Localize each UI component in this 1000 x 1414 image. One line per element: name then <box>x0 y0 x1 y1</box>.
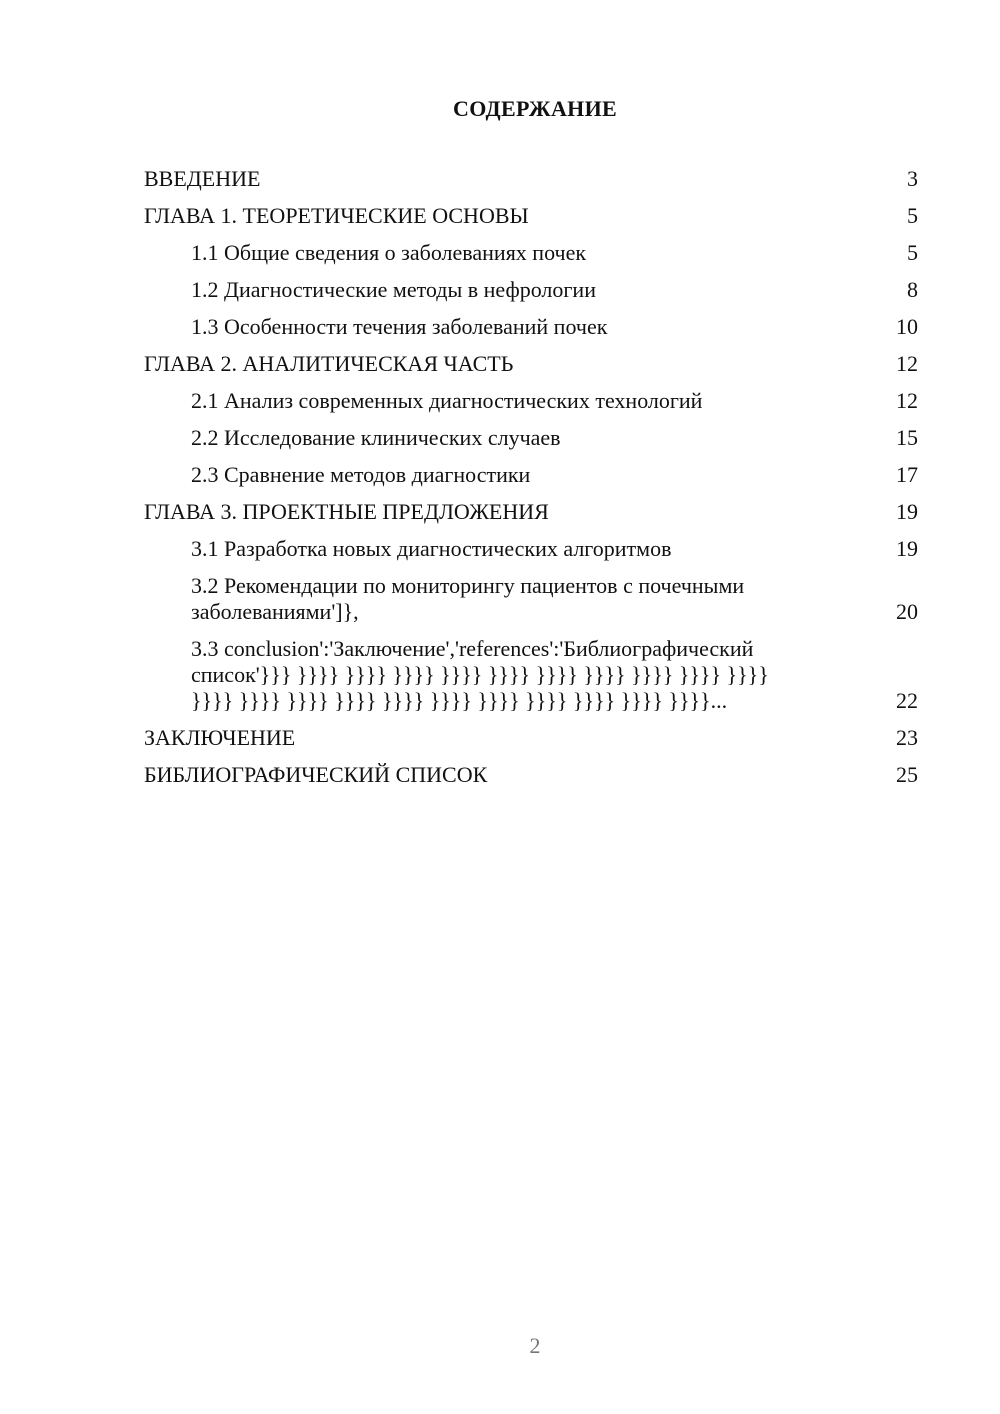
toc-entry-section-3-1 <box>0 536 1000 562</box>
toc-entry-label: ГЛАВА 3. ПРОЕКТНЫЕ ПРЕДЛОЖЕНИЯ <box>144 499 549 524</box>
toc-entry-label: 2.1 Анализ современных диагностических технологий <box>191 388 703 413</box>
table-of-contents <box>0 166 1000 799</box>
toc-entry-label: ГЛАВА 2. АНАЛИТИЧЕСКАЯ ЧАСТЬ <box>144 351 514 376</box>
toc-entry-label: 1.2 Диагностические методы в нефрологии <box>191 277 596 302</box>
toc-entry-section-2-1 <box>0 388 1000 414</box>
toc-entry-page: 5 <box>907 203 918 228</box>
toc-entry-section-1-1 <box>0 240 1000 266</box>
toc-entry-label: 3.3 conclusion':'Заключение','references':'Библиографический список'}}} }}}} }}}} }}}} }}}} }}}} }}}} }}}} }}}} }}}} }}}} }}}} }}}} }}}} }}}} }}}} }}}} }}}} }}}} }}}} }}}} }}}}... <box>191 636 769 713</box>
toc-entry-section-3-3 <box>0 636 1000 714</box>
toc-entry-chapter-1 <box>0 203 1000 229</box>
toc-entry-page: 20 <box>896 599 918 624</box>
toc-entry-label: БИБЛИОГРАФИЧЕСКИЙ СПИСОК <box>144 762 488 787</box>
toc-entry-section-3-2 <box>0 573 1000 625</box>
toc-entry-label: 3.1 Разработка новых диагностических алгоритмов <box>191 536 672 561</box>
toc-entry-label: 1.3 Особенности течения заболеваний почек <box>191 314 608 339</box>
toc-entry-section-1-2 <box>0 277 1000 303</box>
toc-entry-section-2-2 <box>0 425 1000 451</box>
toc-entry-label: ВВЕДЕНИЕ <box>144 166 261 191</box>
toc-entry-label: ГЛАВА 1. ТЕОРЕТИЧЕСКИЕ ОСНОВЫ <box>144 203 529 228</box>
toc-entry-section-2-3 <box>0 462 1000 488</box>
toc-entry-label: 2.3 Сравнение методов диагностики <box>191 462 531 487</box>
toc-entry-chapter-3 <box>0 499 1000 525</box>
toc-entry-label: ЗАКЛЮЧЕНИЕ <box>144 725 296 750</box>
toc-entry-chapter-2 <box>0 351 1000 377</box>
toc-entry-page: 19 <box>896 536 918 561</box>
toc-entry-page: 19 <box>896 499 918 524</box>
toc-entry-page: 5 <box>907 240 918 265</box>
toc-entry-page: 8 <box>907 277 918 302</box>
toc-entry-introduction <box>0 166 1000 192</box>
toc-entry-page: 25 <box>896 762 918 787</box>
toc-entry-page: 10 <box>896 314 918 339</box>
toc-entry-page: 23 <box>896 725 918 750</box>
toc-entry-bibliography <box>0 762 1000 788</box>
toc-entry-page: 15 <box>896 425 918 450</box>
toc-entry-page: 17 <box>896 462 918 487</box>
toc-entry-label: 3.2 Рекомендации по мониторингу пациентов с почечными заболеваниями']}, <box>191 573 745 624</box>
toc-entry-page: 3 <box>907 166 918 191</box>
page-number: 2 <box>529 1333 541 1358</box>
toc-entry-page: 22 <box>896 688 918 713</box>
toc-entry-page: 12 <box>896 388 918 413</box>
toc-entry-conclusion <box>0 725 1000 751</box>
toc-entry-label: 2.2 Исследование клинических случаев <box>191 425 561 450</box>
toc-entry-page: 12 <box>896 351 918 376</box>
toc-entry-label: 1.1 Общие сведения о заболеваниях почек <box>191 240 587 265</box>
toc-title: СОДЕРЖАНИЕ <box>453 96 617 121</box>
toc-entry-section-1-3 <box>0 314 1000 340</box>
